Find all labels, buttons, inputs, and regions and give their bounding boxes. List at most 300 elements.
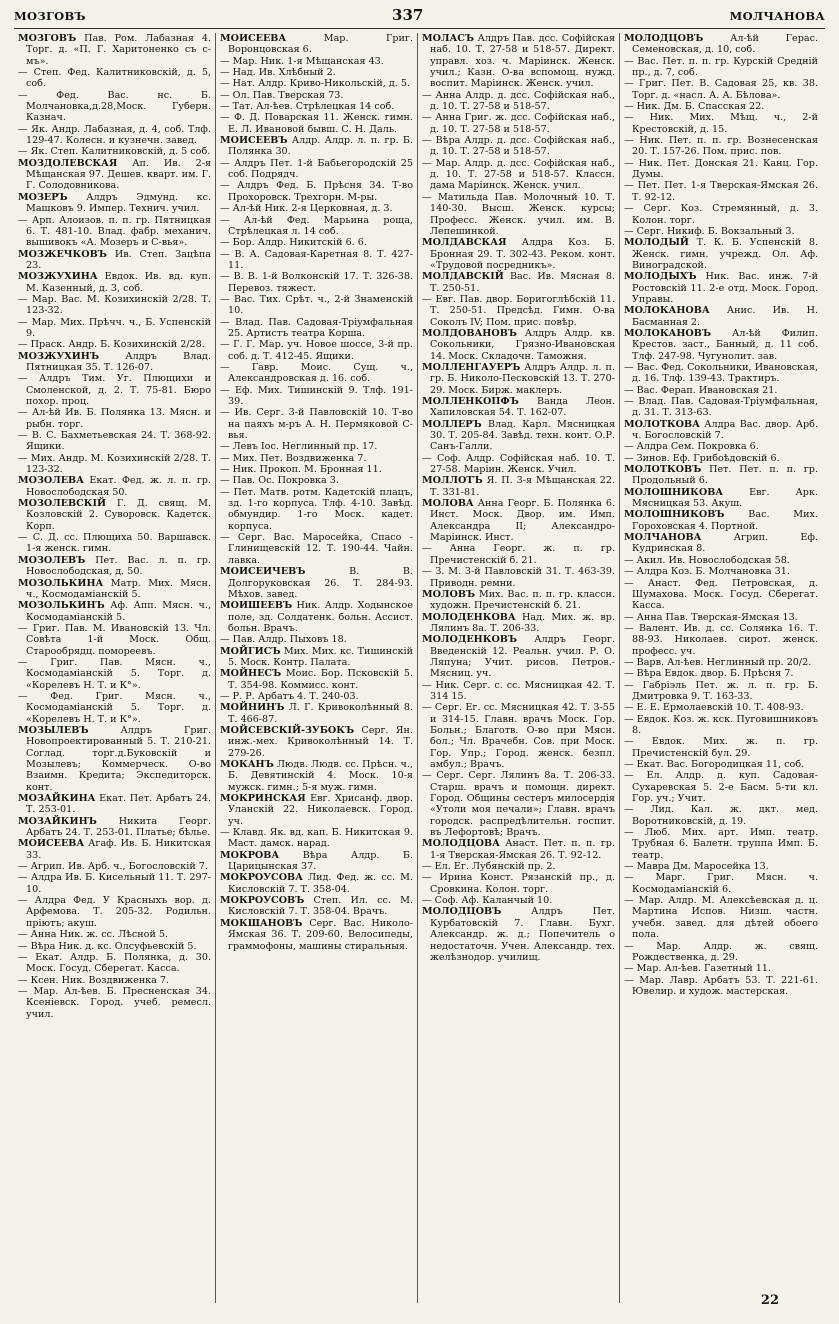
surname-heading: МОИСЕЕВА — [18, 838, 85, 850]
entry-text: Екат. Вас. Богородицкая 11, соб. — [636, 759, 805, 770]
entry-text: Вас. Фед. Сокольники, Ивановская, д. 16. Тлф. 139-43. Трактиръ. — [632, 361, 818, 385]
entry-text: Алдра Ив. Б. Кисельный 11. Т. 297-10. — [26, 872, 211, 895]
directory-sub-entry — [18, 952, 211, 975]
directory-sub-entry — [18, 929, 211, 940]
surname-heading: МОЗОЛЬКИНЪ — [18, 600, 105, 612]
entry-text: Агрип. Еф. Кудринская 8. — [632, 532, 818, 555]
entry-text: Анис. Ив. Н. Басманная 2. — [632, 305, 818, 328]
directory-sub-entry — [624, 668, 818, 679]
surname-heading: МОЗЖУХИНЪ — [18, 350, 100, 362]
entry-text: Никита Георг. Арбатъ 24. Т. 253-01. Платье; бѣлье. — [26, 815, 211, 839]
directory-sub-entry — [624, 714, 818, 737]
surname-heading: МОЗОЛЕВЪ — [18, 554, 86, 566]
entry-text: Мар. Ник. 1-я Мѣщанская 43. — [232, 55, 384, 67]
entry-text: Мих. Пет. Воздвиженка 7. — [232, 452, 367, 464]
entry-text: Серг. Вас. Николо-Ямская 36. Т. 209-60. Велосипеды, граммофоны, машины стиральныя. — [228, 917, 413, 952]
directory-entry — [18, 249, 211, 272]
entry-text: Бор. Алдр. Никитскій 6. 6. — [232, 237, 367, 249]
directory-sub-entry — [220, 215, 413, 238]
header-first-entry: МОЗГОВЪ — [14, 9, 86, 23]
directory-sub-entry — [624, 623, 818, 657]
directory-sub-entry — [220, 691, 413, 702]
directory-sub-entry — [624, 555, 818, 566]
directory-sub-entry — [422, 135, 615, 158]
surname-heading: МОКШАНОВЪ — [220, 917, 303, 929]
entry-text: Алдръ Пет. 1-й Бабьегородскій 25 соб. Подрядч. — [228, 157, 413, 181]
entry-text: Мар. Вас. М. Козихинскій 2/28. Т. 123-32. — [26, 293, 211, 317]
entry-text: Вѣра Евдок. двор. Б. Прѣсня 7. — [636, 668, 794, 680]
entry-text: Влад. Пав. Садовая-Тріумфальная, д. 31. Т. 313-63. — [632, 396, 818, 419]
entry-text: Марг. Григ. Мясн. ч. Космодамiанскій 6. — [632, 872, 818, 895]
entry-text: Анаст. Фед. Петровская, д. Шумахова. Моск. Госуд. Сберегат. Касса. — [632, 577, 818, 612]
entry-text: Влад. Карл. Мясницкая 30. Т. 205-84. Завѣд. техн. конт. О.Р. Санъ-Галли. — [430, 418, 615, 453]
directory-sub-entry — [220, 464, 413, 475]
surname-heading: МОЛЛЕРЪ — [422, 418, 482, 430]
directory-sub-entry — [18, 317, 211, 340]
entry-text: В. А. Садовая-Каретная 8. Т. 427-11. — [228, 248, 413, 271]
directory-sub-entry — [422, 680, 615, 703]
directory-sub-entry — [422, 192, 615, 237]
entry-text: Анна Георг. Б. Полянка 6. Инст. Моск. Двор. им. Имп. Александра II; Александро-Маріинск. Инст. — [430, 498, 615, 544]
directory-sub-entry — [220, 101, 413, 112]
entry-text: Анна Алдр. д. дсс. Софійская наб., д. 10. Т. 27-58 и 518-57. — [430, 89, 615, 113]
entry-text: Моис. Бор. Псковскій 5. Т. 354-98. Коммисс. конт. — [228, 668, 413, 691]
directory-sub-entry — [422, 566, 615, 589]
column-4 — [620, 33, 822, 1303]
directory-sub-entry — [624, 861, 818, 872]
directory-entry — [624, 271, 818, 305]
entry-text: Евдок. Ив. вд. куп. М. Казенный, д. 3, соб. — [26, 271, 211, 294]
directory-sub-entry — [18, 861, 211, 872]
entry-text: Ник. Мих. Мѣщ. ч., 2-й Крестовскій, д. 15. — [632, 112, 818, 135]
directory-sub-entry — [18, 373, 211, 407]
surname-heading: МОЛОШНИКОВА — [624, 486, 724, 498]
directory-sub-entry — [624, 657, 818, 668]
directory-entry — [220, 872, 413, 895]
directory-entry — [624, 328, 818, 362]
surname-heading: МОКАНЪ — [220, 759, 274, 770]
directory-sub-entry — [220, 158, 413, 181]
surname-heading: МОЛОДЫХЪ — [624, 271, 697, 283]
surname-heading: МОИСЕЕВА — [220, 33, 287, 44]
entry-text: Пет. Пет. 1-я Тверская-Ямская 26. Т. 92-12. — [632, 180, 818, 203]
directory-sub-entry — [18, 623, 211, 657]
surname-heading: МОЛОДЦОВА — [422, 838, 500, 850]
entry-text: Григ. Пав. Мясн. ч., Космодамiанскій 5. Торг. д. «Корелевъ Н. Т. и К°». — [26, 656, 211, 691]
entry-text: Ив. Степ. Зацѣпа 23. — [26, 248, 211, 271]
directory-sub-entry — [422, 770, 615, 838]
directory-sub-entry — [624, 78, 818, 101]
directory-sub-entry — [624, 362, 818, 385]
directory-entry — [422, 396, 615, 419]
entry-text: Мар. Алдр. ж. свящ. Рождественка, д. 29. — [632, 940, 818, 963]
entry-text: Мар. Ал-ѣев. Б. Пресненская 34. Ксеніевск. Город. учеб. ремесл. учил. — [26, 985, 211, 1020]
surname-heading: МОКРИНСКАЯ — [220, 793, 306, 805]
entry-text: Алдръ Фед. Б. Прѣсня 34. Т-во Прохоровск. Трехгорн. М-ры. — [228, 180, 413, 203]
entry-text: Лид. Фед. ж. сс. М. Кисловскій 7. Т. 358-04. — [228, 872, 413, 895]
entry-text: Алдръ Влад. Пятницкая 35. Т. 126-07. — [26, 350, 211, 373]
entry-text: Над. Мих. ж. вр. Лялинъ 8а. Т. 206-33. — [430, 611, 615, 634]
directory-sub-entry — [220, 317, 413, 340]
entry-text: Анна Григ. ж. дсс. Софійская наб., д. 10. Т. 27-58 и 518-57. — [430, 112, 615, 135]
entry-text: Я. П. 3-я Мѣщанская 22. Т. 331-81. — [430, 475, 615, 498]
entry-text: Ал-ѣй Фед. Марьина роща, Стрѣлецкая л. 14 соб. — [228, 214, 413, 237]
surname-heading: МОЙНИНЪ — [220, 702, 285, 714]
directory-sub-entry — [220, 532, 413, 566]
directory-sub-entry — [18, 986, 211, 1020]
directory-sub-entry — [624, 963, 818, 974]
directory-sub-entry — [422, 158, 615, 192]
entry-text: Пав. Ос. Покровка 3. — [232, 475, 339, 487]
entry-text: Ив. Серг. 3-й Павловскій 10. Т-во на паяхъ м-ръ А. Н. Пермяковой С-вья. — [228, 407, 413, 442]
directory-sub-entry — [624, 975, 818, 998]
signature-mark: 22 — [760, 1293, 779, 1308]
directory-entry — [220, 646, 413, 669]
entry-text: Евдок. Мих. ж. п. гр. Пречистенскій бул. 29. — [632, 736, 818, 759]
directory-sub-entry — [18, 124, 211, 147]
directory-entry — [624, 419, 818, 442]
entry-text: Вас. Ферап. Ивановская 21. — [636, 384, 778, 396]
directory-sub-entry — [18, 657, 211, 691]
entry-text: Ник. Пет. п. п. гр. Вознесенская 20. Т. 157-26. Пом. прис. пов. — [632, 135, 818, 158]
entry-text: Ник. Пет. Донская 21. Канц. Гор. Думы. — [632, 157, 818, 181]
directory-sub-entry — [18, 90, 211, 124]
directory-entry — [18, 600, 211, 623]
directory-sub-entry — [624, 101, 818, 112]
entry-text: Клавд. Як. вд. кап. Б. Никитская 9. Маст. дамск. нарад. — [228, 827, 413, 850]
entry-text: Тат. Ал-ѣев. Стрѣлецкая 14 соб. — [232, 101, 395, 113]
directory-sub-entry — [18, 895, 211, 929]
directory-entry — [624, 509, 818, 532]
entry-text: Алдра Вас. двор. Арб. ч. Богословскій 7. — [632, 418, 818, 442]
directory-entry — [624, 305, 818, 328]
directory-entry — [18, 555, 211, 578]
entry-text: Над. Ив. Хлѣбный 2. — [232, 67, 336, 79]
entry-text: Е. Е. Ермолаевскій 10. Т. 408-93. — [636, 702, 804, 714]
entry-text: Ник. Дм. Б. Спасская 22. — [636, 101, 765, 113]
directory-entry — [422, 838, 615, 861]
entry-text: Серг. Ян. инж.-мех. Кривоколѣнный 14. Т. 279-26. — [228, 724, 413, 759]
directory-sub-entry — [18, 532, 211, 555]
directory-entry — [18, 271, 211, 294]
entry-text: Ал-ѣй Ив. Б. Полянка 13. Мясн. и рыбн. торг. — [26, 407, 211, 430]
directory-sub-entry — [624, 612, 818, 623]
entry-text: Габріэль Пет. ж. л. п. гр. Б. Дмитровка 9. Т. 163-33. — [632, 679, 818, 702]
entry-text: Алдра Коз. Б. Молчановка 31. — [636, 566, 790, 578]
surname-heading: МОЛОТКОВА — [624, 418, 700, 430]
entry-text: Мих. Андр. М. Козихинскій 2/28. Т. 123-32. — [26, 452, 211, 476]
directory-sub-entry — [624, 941, 818, 964]
entry-text: Як. Степ. Калитниковскій, д. 5 соб. — [30, 146, 211, 158]
entry-text: Мар. Ал-ѣев. Газетный 11. — [636, 963, 772, 975]
directory-sub-entry — [18, 215, 211, 249]
entry-text: Варв. Ал-ѣев. Неглинный пр. 20/2. — [636, 656, 812, 668]
directory-entry — [220, 668, 413, 691]
directory-entry — [220, 725, 413, 759]
entry-text: Фед. Григ. Мясн. ч., Космодамiанскій 5. Торг. д. «Корелевъ Н. Т. и К°». — [26, 690, 211, 725]
directory-sub-entry — [18, 339, 211, 350]
directory-entry — [220, 600, 413, 634]
directory-sub-entry — [220, 634, 413, 645]
directory-sub-entry — [220, 441, 413, 452]
surname-heading: МОЗАЙКИНЪ — [18, 815, 97, 827]
entry-text: Пав. Ром. Лабазная 4. Торг. д. «П. Г. Харитоненко съ с-мъ». — [26, 33, 211, 67]
entry-text: Алдръ Тим. Уг. Плющихи и Смоленской, д. 2. Т. 75-81. Бюро похор. проц. — [26, 373, 211, 407]
entry-text: В. В. 1-й Волконскій 17. Т. 326-38. Перевоз. тяжест. — [228, 271, 413, 294]
entry-text: Алдръ Георг. Введенскій 12. Реальн. учил. Р. О. Ляпуна; Учит. рисов. Петров.-Мясниц. уч. — [430, 634, 615, 680]
surname-heading: МОИШЕЕВЪ — [220, 600, 293, 612]
directory-sub-entry — [220, 827, 413, 850]
entry-text: Вѣра Ник. д. кс. Олсуфьевскій 5. — [30, 940, 197, 952]
entry-text: Мар. Григ. Воронцовская 6. — [228, 33, 413, 56]
directory-sub-entry — [624, 385, 818, 396]
entry-text: Вѣра Алдр. д. дсс. Софійская наб., д. 10. Т. 27-58 и 518-57. — [430, 135, 615, 158]
entry-text: Ник. Вас. инж. 7-й Ростовскій 11. 2-е отд. Моск. Город. Управы. — [632, 271, 818, 305]
entry-text: Алдра Коз. Б. Бронная 29. Т. 302-43. Реком. конт. «Трудовой посредникъ». — [430, 237, 615, 271]
directory-entry — [422, 475, 615, 498]
entry-text: Евдок. Коз. ж. кск. Пуговишниковъ 8. — [632, 713, 818, 736]
entry-text: Валент. Ив. д. сс. Солянка 16. Т. 88-93. Николаев. сирот. женск. професс. уч. — [632, 622, 818, 657]
directory-entry — [18, 838, 211, 861]
entry-text: Вас. Мих. Гороховская 4. Портной. — [632, 509, 818, 532]
entry-text: Серг. Вас. Маросейка, Спасо - Глинищевскій 12. Т. 190-44. Чайн. лавка. — [228, 532, 413, 566]
directory-entry — [422, 271, 615, 294]
entry-text: Мар. Алдр. д. дсс. Софійская наб., д. 10. Т. 27-58 и 518-57. Классн. дама Маріинск. Женск. учил. — [430, 157, 615, 192]
directory-entry — [220, 759, 413, 793]
directory-sub-entry — [18, 941, 211, 952]
entry-text: Мих. Мих. кс. Тишинскій 5. Моск. Контр. Палата. — [228, 645, 413, 668]
entry-text: Гавр. Моис. Сущ. ч., Александровская д. 16. соб. — [228, 361, 413, 385]
directory-sub-entry — [624, 872, 818, 895]
surname-heading: МОИСЕЕВЪ — [220, 135, 288, 147]
surname-heading: МОЗАЙКИНА — [18, 793, 96, 805]
directory-sub-entry — [220, 487, 413, 532]
entry-text: Р. Р. Арбатъ 4. Т. 240-03. — [232, 690, 359, 702]
entry-text: Алдръ Эдмунд. кс. Машковъ 9. Импер. Технич. учил. — [26, 191, 211, 215]
directory-sub-entry — [624, 804, 818, 827]
entry-text: Г. Г. Мар. уч. Новое шоссе, 3-й пр. соб. д. Т. 412-45. Ящики. — [228, 339, 413, 362]
directory-entry — [18, 158, 211, 192]
directory-entry — [220, 895, 413, 918]
surname-heading: МОЛЛЕНКОПФЪ — [422, 396, 519, 407]
directory-sub-entry — [624, 827, 818, 861]
entry-text: Агрип. Ив. Арб. ч., Богословскій 7. — [30, 861, 208, 873]
entry-text: З. М. 3-й Павловскій 31. Т. 463-39. Приводн. ремни. — [430, 566, 615, 589]
entry-text: Анна Пав. Тверская-Ямская 13. — [636, 611, 798, 623]
columns — [14, 33, 825, 1303]
entry-text: Анаст. Пет. п. п. гр. 1-я Тверская-Ямская 26. Т. 92-12. — [430, 838, 615, 861]
surname-heading: МОЛОКАНОВЪ — [624, 327, 712, 339]
entry-text: Як. Андр. Лабазная, д. 4, соб. Тлф. 129-47. Колесн. и кузнечн. завед. — [26, 123, 211, 147]
directory-entry — [220, 702, 413, 725]
directory-sub-entry — [422, 294, 615, 328]
surname-heading: МОЗЫЛЕВЪ — [18, 724, 89, 736]
entry-text: Алдръ Алдр. кв. Сокольники, Грязно-Ивановская 14. Моск. Складочн. Таможня. — [430, 327, 615, 362]
entry-text: Ник. Прокоп. М. Бронная 11. — [232, 464, 382, 476]
entry-text: Пет. Пет. п. п. гр. Продольный 6. — [632, 464, 818, 487]
surname-heading: МОЛОДЕНКОВА — [422, 611, 516, 623]
surname-heading: МОЗЕРЪ — [18, 191, 68, 203]
directory-sub-entry — [18, 975, 211, 986]
directory-sub-entry — [18, 872, 211, 895]
surname-heading: МОИСЕИЧЕВЪ — [220, 566, 306, 578]
directory-sub-entry — [422, 453, 615, 476]
entry-text: Ап. Ив. 2-я Мѣщанская 97. Дешев. кварт. им. Г. Г. Солодовникова. — [26, 157, 211, 192]
directory-sub-entry — [220, 90, 413, 101]
directory-sub-entry — [220, 271, 413, 294]
entry-text: Евг. Хрисанф. двор. Уланскій 22. Николаевск. Город. уч. — [228, 793, 413, 827]
directory-sub-entry — [624, 56, 818, 79]
entry-text: Л. Г. Кривоколѣнный 8. Т. 466-87. — [228, 702, 413, 725]
entry-text: Левъ Іос. Неглинный пр. 17. — [232, 441, 378, 453]
surname-heading: МОЛОКАНОВА — [624, 305, 710, 317]
entry-text: Вѣра Алдр. Б. Царицынская 37. — [228, 849, 413, 873]
entry-text: Серг. Коз. Стремянный, д. 3. Колон. торг. — [632, 203, 818, 226]
directory-sub-entry — [422, 702, 615, 770]
entry-text: Ирина Конст. Рязанскій пр., д. Сровкина. Колон. торг. — [430, 872, 615, 895]
directory-sub-entry — [220, 249, 413, 272]
surname-heading: МОЛОВА — [422, 498, 474, 510]
directory-sub-entry — [220, 453, 413, 464]
surname-heading: МОЙНЕСЪ — [220, 668, 282, 680]
entry-text: Ник. Серг. с. сс. Мясницкая 42. Т. 314 15. — [430, 679, 615, 702]
entry-text: Мар. Алдр. М. Алексѣевская д. ц. Мартина Испов. Низш. частн. учебн. завед. для дѣтей обоего пола. — [632, 895, 818, 941]
entry-text: Ник. Алдр. Ходынское поле, зд. Солдатенк. больн. Ассист. больн. Врачъ. — [228, 600, 413, 634]
directory-entry — [422, 33, 615, 90]
entry-text: Ол. Пав. Тверская 73. — [232, 89, 344, 101]
entry-text: Алдръ Пет. Курбатовскій 7. Главн. Бухг. Александр. ж. д.; Попечитель о недостаточн. Учен. Александр. тех. желѣзнодор. училищ. — [430, 906, 615, 963]
header-last-entry: МОЛЧАНОВА — [729, 9, 825, 23]
entry-text: Акил. Ив. Новослободская 58. — [636, 554, 790, 566]
surname-heading: МОЗОЛЬКИНА — [18, 577, 104, 589]
directory-sub-entry — [220, 180, 413, 203]
directory-sub-entry — [422, 90, 615, 113]
directory-sub-entry — [220, 339, 413, 362]
running-header — [14, 6, 825, 29]
directory-sub-entry — [624, 680, 818, 703]
entry-text: Пет. Матв. ротм. Кадетскій плацъ, зд. 1-го корпуса. Тлф. 4-10. Завѣд. обмундир. 1-го Моск. кадет. корпуса. — [228, 486, 413, 532]
directory-entry — [422, 419, 615, 453]
entry-text: Вас. Тих. Срѣт. ч., 2-й Знаменскій 10. — [228, 293, 413, 317]
entry-text: Лид. Кал. ж. дкт. мед. Воротниковскій, д. 19. — [632, 804, 818, 827]
entry-text: Ванда Леон. Хапиловская 54. Т. 162-07. — [430, 396, 615, 419]
entry-text: Екат. Алдр. Б. Полянка, д. 30. Моск. Госуд. Сберегат. Касса. — [26, 951, 211, 975]
entry-text: Алдръ Григ. Новопроектированный 5. Т. 210-21. Соглад. торг.д.Буковскій и Мозылевъ; Коммерческ. О-во Взаимн. Кредита; Экспедиторск. конт. — [26, 724, 211, 793]
entry-text: Степ. Ил. сс. М. Кисловскій 7. Т. 358-04. Врачъ. — [228, 895, 413, 918]
entry-text: Мих. Вас. п. п. гр. классн. художн. Пречистенскій б. 21. — [430, 588, 615, 612]
surname-heading: МОЗДОЛЕВСКАЯ — [18, 157, 118, 169]
entry-text: Людв. Людв. сс. Прѣсн. ч., Б. Девятинскій 4. Моск. 10-я мужск. гимн.; 5-я муж. гимн. — [228, 759, 413, 793]
surname-heading: МОЛДОВАНОВЪ — [422, 327, 517, 339]
directory-entry — [18, 33, 211, 67]
directory-sub-entry — [220, 294, 413, 317]
directory-sub-entry — [18, 67, 211, 90]
directory-sub-entry — [18, 294, 211, 317]
surname-heading: МОЗЖУХИНА — [18, 271, 98, 283]
surname-heading: МОЙГИСЪ — [220, 645, 281, 657]
directory-entry — [220, 793, 413, 827]
surname-heading: МОЛОДЦОВЪ — [624, 33, 704, 44]
entry-text: Еф. Мих. Тишинскій 9. Тлф. 191-39. — [228, 384, 413, 407]
surname-heading: МОЗОЛЕВА — [18, 475, 84, 487]
surname-heading: МОЛОДЦОВЪ — [422, 906, 502, 918]
entry-text: Т. К. Б. Успенскій 8. Женск. гимн. учрежд. Ол. Аф. Виноградской. — [632, 237, 818, 271]
directory-entry — [18, 498, 211, 532]
surname-heading: МОЛОТКОВЪ — [624, 464, 702, 476]
entry-text: Екат. Пет. Арбатъ 24. Т. 253-01. — [26, 793, 211, 816]
surname-heading: МОКРОУСОВА — [220, 872, 303, 884]
entry-text: Анна Георг. ж. п. гр. Пречистенскій б. 21. — [430, 543, 615, 566]
entry-text: Степ. Фед. Калитниковскій, д. 5, соб. — [26, 67, 211, 90]
entry-text: Г. Д. свящ. М. Козловскій 2. Суворовск. Кадетск. Корп. — [26, 498, 211, 532]
directory-entry — [18, 793, 211, 816]
column-3 — [418, 33, 620, 1303]
surname-heading: МОЛОШНИКОВЪ — [624, 509, 725, 521]
entry-text: Аф. Апп. Мясн. ч., Космодамiанскій 5. — [26, 600, 211, 623]
entry-text: Анна Ник. ж. сс. Лѣсной 5. — [30, 929, 169, 941]
directory-entry — [18, 351, 211, 374]
surname-heading: МОЛОДЕНКОВЪ — [422, 634, 518, 646]
surname-heading: МОЛОДЫЙ — [624, 237, 689, 249]
surname-heading: МОКРОУСОВЪ — [220, 895, 305, 907]
directory-entry — [422, 362, 615, 396]
entry-text: Ел. Алдр. д. куп. Садовая-Сухаревская 5. 2-е Басм. 5-ти кл. Гор. уч.; Учит. — [632, 770, 818, 805]
entry-text: В. С. Бахметьевская 24. Т. 368-92. Ящики. — [26, 430, 211, 453]
directory-sub-entry — [220, 475, 413, 486]
directory-sub-entry — [624, 453, 818, 464]
directory-sub-entry — [624, 396, 818, 419]
directory-entry — [18, 192, 211, 215]
directory-sub-entry — [624, 736, 818, 759]
directory-entry — [220, 135, 413, 158]
directory-entry — [422, 328, 615, 362]
directory-entry — [624, 487, 818, 510]
entry-text: Ал-ѣй Ник. 2-я Церковная, д. 3. — [232, 203, 393, 215]
entry-text: Серг. Ег. сс. Мясницкая 42. Т. 3-55 и 314-15. Главн. врачъ Моск. Гор. Больн.; Благотв. О-во при Мясн. бол.; Чл. Врачебн. Сов. при Моск. Гор. Упр.; Город. женск. безпл. амбул.; Врачъ. — [430, 702, 615, 770]
surname-heading: МОЗГОВЪ — [18, 33, 77, 44]
entry-text: Алдръ Алдр. л. п. гр. Б. Николо-Песковскій 13. Т. 270-29. Моск. Бирж. маклеръ. — [430, 361, 615, 396]
entry-text: Евг. Пав. двор. Боригоглѣбскій 11. Т. 250-51. Предсѣд. Гимн. О-ва Соколъ IV; Пом. прис. повѣр. — [430, 293, 615, 328]
entry-text: Серг. Никиф. Б. Вокзальный 3. — [636, 225, 795, 237]
directory-sub-entry — [422, 112, 615, 135]
directory-sub-entry — [624, 203, 818, 226]
directory-sub-entry — [18, 407, 211, 430]
directory-entry — [18, 816, 211, 839]
entry-text: Мавра Дм. Маросейка 13. — [636, 861, 769, 873]
column-1 — [14, 33, 216, 1303]
entry-text: Матр. Мих. Мясн. ч., Космодамiанскій 5. — [26, 577, 211, 600]
surname-heading: МОЛЛЕНГАУЕРЪ — [422, 361, 521, 373]
directory-entry — [624, 464, 818, 487]
directory-sub-entry — [220, 203, 413, 214]
directory-sub-entry — [220, 112, 413, 135]
directory-entry — [624, 532, 818, 555]
entry-text: Алдра Фед. У Красныхъ вор. д. Арфемова. Т. 205-32. Родильн. пріютъ; акуш. — [26, 895, 211, 929]
directory-entry — [18, 475, 211, 498]
surname-heading: МОЛДАВСКІЙ — [422, 271, 504, 283]
entry-text: Матильда Пав. Молочный 10. Т. 140-30. Высш. Женск. курсы; Професс. Женск. учил. им. В. Лепешинкой. — [430, 191, 615, 237]
directory-entry — [220, 566, 413, 600]
directory-sub-entry — [220, 56, 413, 67]
directory-sub-entry — [624, 759, 818, 770]
entry-text: Соф. Алдр. Софійская наб. 10. Т. 27-58. Маріин. Женск. Учил. — [430, 452, 615, 476]
entry-text: Ал-ѣй Герас. Семеновская, д. 10, соб. — [632, 33, 818, 56]
directory-sub-entry — [624, 702, 818, 713]
entry-text: Григ. Пав. М. Ивановскій 13. Чл. Совѣта 1-й Моск. Общ. Старообрядц. помореевъ. — [26, 622, 211, 657]
directory-sub-entry — [624, 578, 818, 612]
directory-entry — [422, 634, 615, 679]
entry-text: Мар. Лавр. Арбатъ 53. Т. 221-61. Ювелир. и худож. мастерская. — [632, 974, 818, 997]
